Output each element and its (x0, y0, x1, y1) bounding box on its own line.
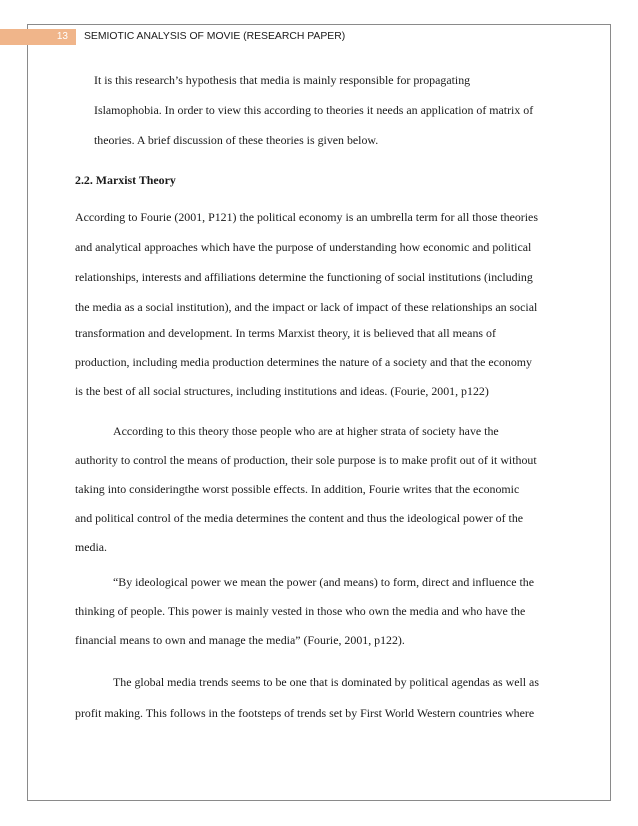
body-text-line: “By ideological power we mean the power (and means) to form, direct and influence the (113, 575, 534, 589)
body-text-line: taking into consideringthe worst possible effects. In addition, Fourie writes that the economic (75, 482, 520, 496)
body-text-line: thinking of people. This power is mainly vested in those who own the media and who have the (75, 604, 526, 618)
section-heading: 2.2. Marxist Theory (75, 173, 176, 187)
body-text-line: transformation and development. In terms Marxist theory, it is believed that all means of (75, 326, 496, 340)
body-text-line: financial means to own and manage the media” (Fourie, 2001, p122). (75, 633, 405, 647)
body-text-line: profit making. This follows in the footsteps of trends set by First World Western countries where (75, 706, 535, 720)
body-text-line: The global media trends seems to be one that is dominated by political agendas as well as (113, 675, 539, 689)
body-text-line: According to this theory those people who are at higher strata of society have the (113, 424, 499, 438)
body-text-line: theories. A brief discussion of these theories is given below. (94, 133, 379, 147)
body-text-line: It is this research’s hypothesis that media is mainly responsible for propagating (94, 73, 471, 87)
body-text-line: and analytical approaches which have the purpose of understanding how economic and political (75, 240, 532, 254)
body-text-line: Islamophobia. In order to view this according to theories it needs an application of matrix of (94, 103, 534, 117)
page-header (0, 29, 638, 45)
body-text-line: relationships, interests and affiliations determine the functioning of social institutions (including (75, 270, 533, 284)
body-text-line: the media as a social institution), and the impact or lack of impact of these relationships an social (75, 300, 538, 314)
body-text-line: authority to control the means of production, their sole purpose is to make profit out of it without (75, 453, 537, 467)
page-number: 13 (0, 29, 76, 45)
body-text-line: production, including media production determines the nature of a society and that the economy (75, 355, 532, 369)
body-text-line: and political control of the media determines the content and thus the ideological power of the (75, 511, 524, 525)
body-text-line: According to Fourie (2001, P121) the political economy is an umbrella term for all those theories (75, 210, 538, 224)
body-text-line: is the best of all social structures, including institutions and ideas. (Fourie, 2001, p122) (75, 384, 489, 398)
body-text-line: media. (75, 540, 108, 554)
running-title: SEMIOTIC ANALYSIS OF MOVIE (RESEARCH PAPER) (84, 31, 346, 42)
